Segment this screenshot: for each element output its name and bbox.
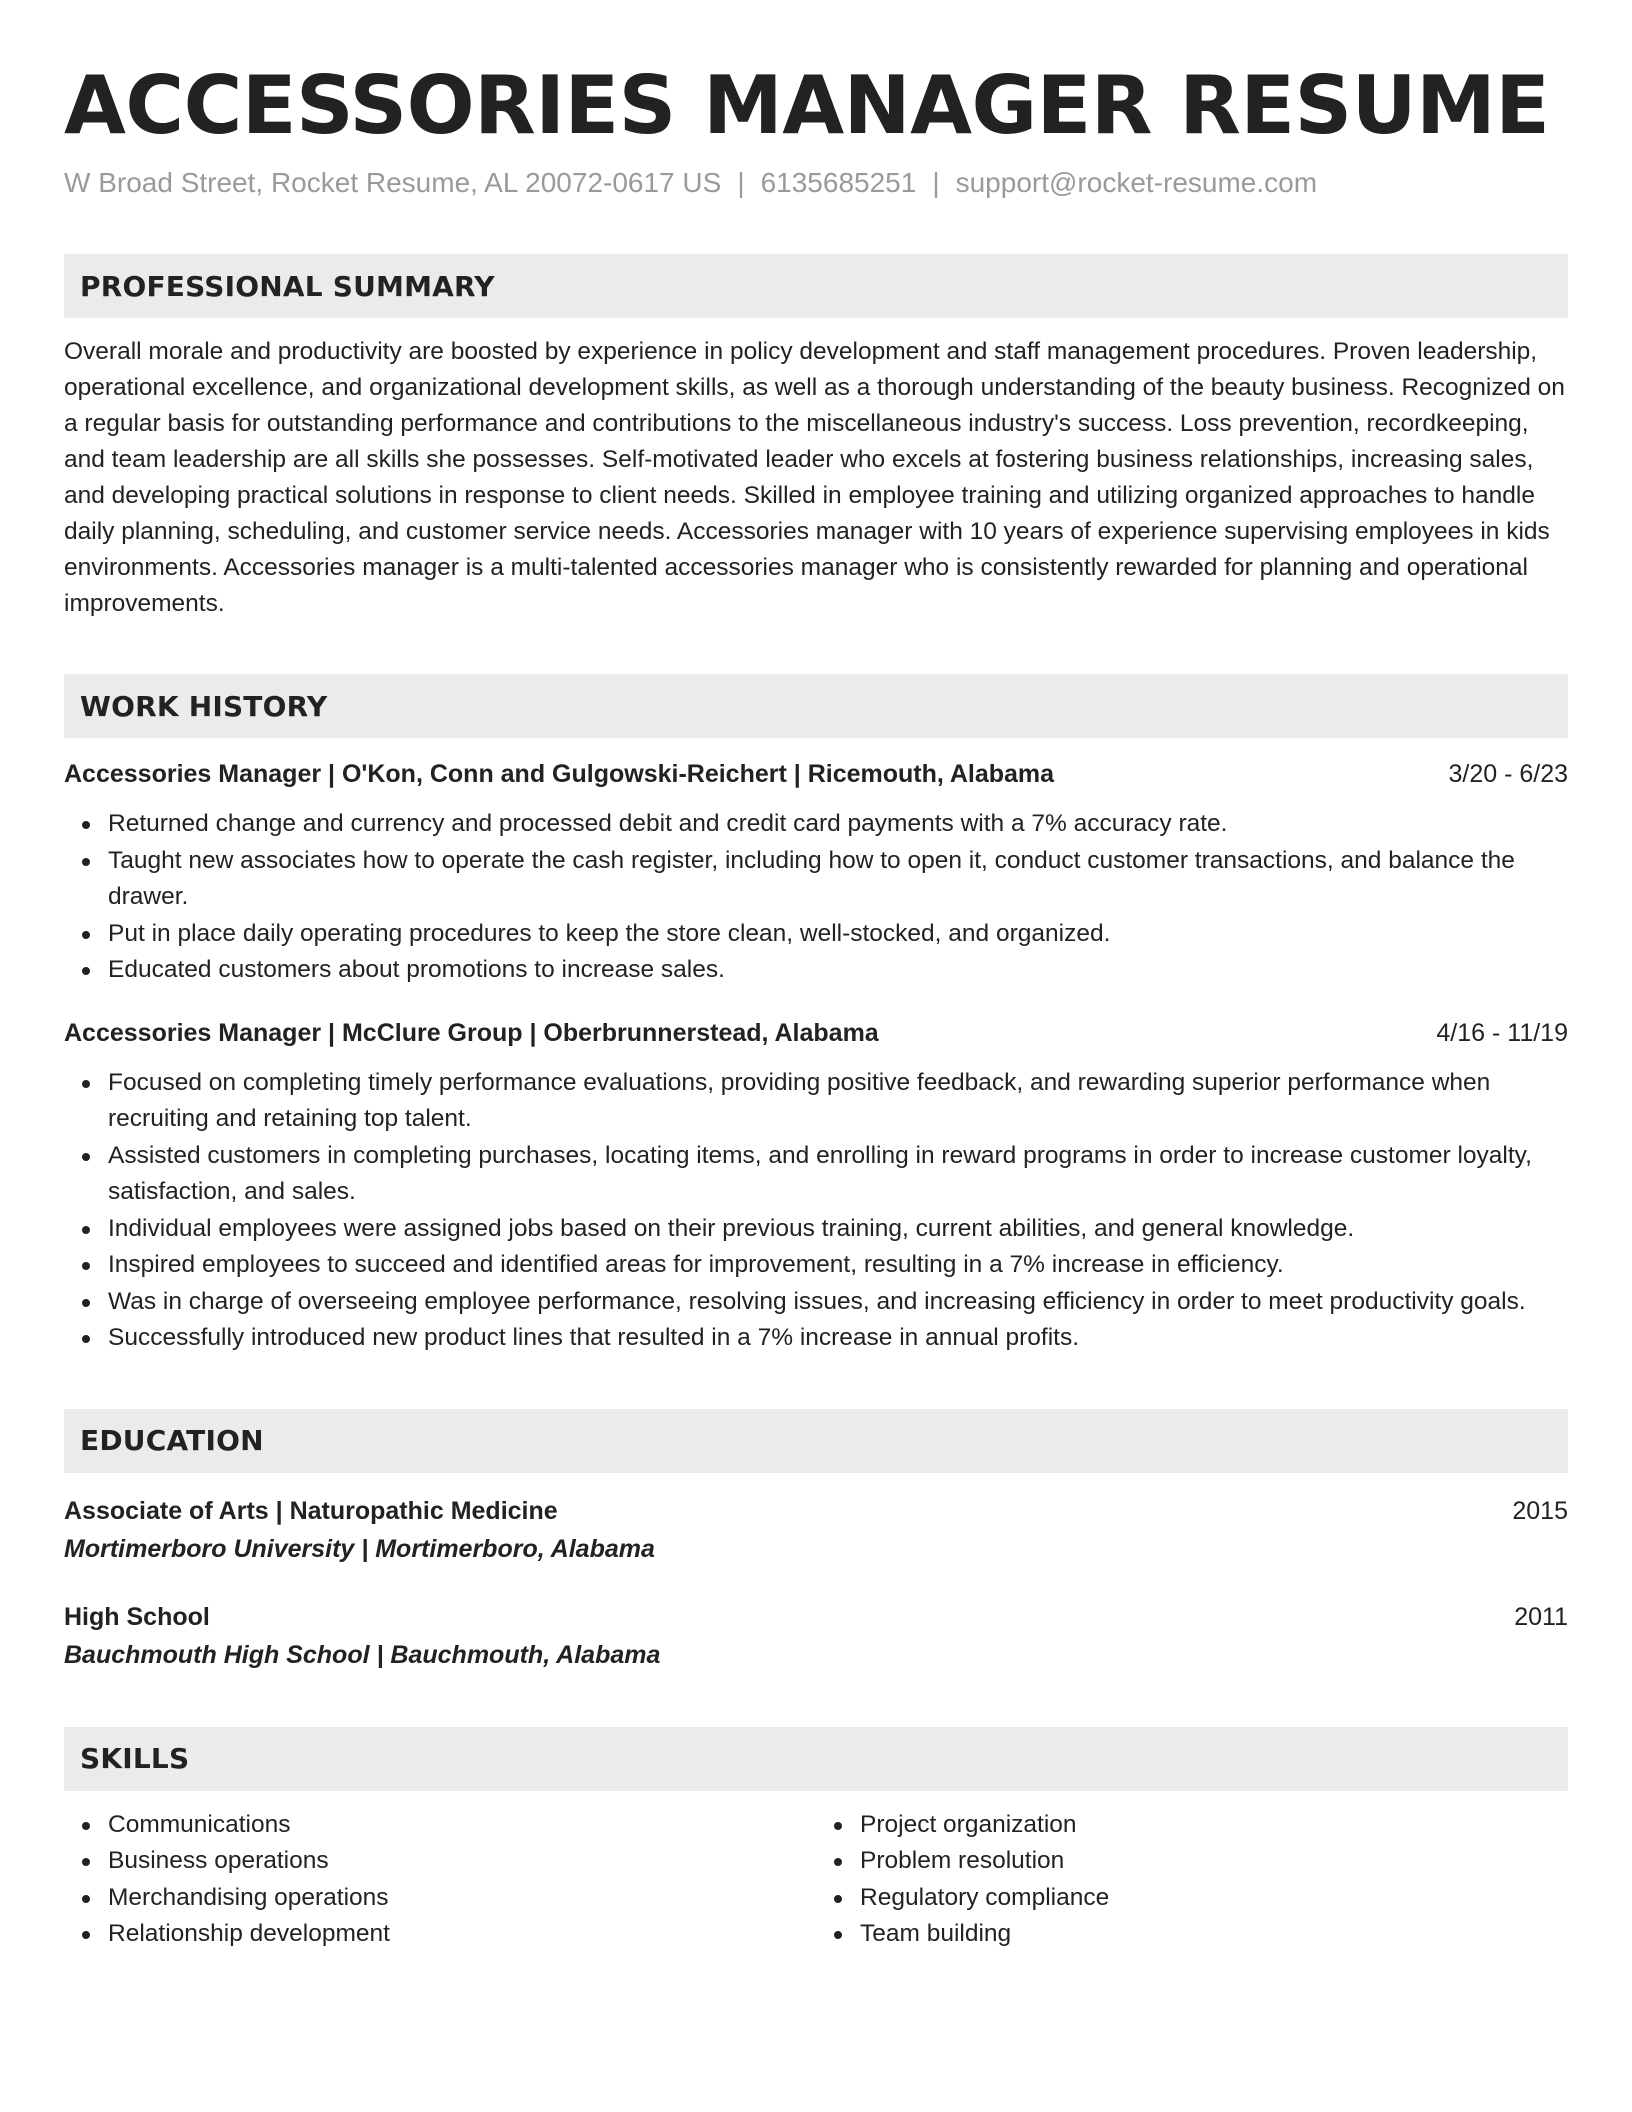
job-title-line: Accessories Manager | McClure Group | Oberbrunnerstead, Alabama (64, 1018, 879, 1047)
contact-address: W Broad Street, Rocket Resume, AL 20072-0617 US (64, 167, 722, 198)
job-header (64, 1015, 1568, 1051)
job-bullet: Inspired employees to succeed and identified areas for improvement, resulting in a 7% increase in efficiency. (108, 1247, 1568, 1284)
job-bullets (64, 806, 1568, 989)
skill-item: Merchandising operations (108, 1880, 816, 1917)
education-entry (64, 1599, 1568, 1675)
job-bullet: Individual employees were assigned jobs based on their previous training, current abilities, and general knowledge. (108, 1211, 1568, 1248)
contact-separator: | (932, 167, 940, 198)
job-entry (64, 1015, 1568, 1357)
job-dates: 3/20 - 6/23 (1448, 760, 1568, 788)
job-entry (64, 756, 1568, 989)
contact-phone: 6135685251 (760, 167, 917, 198)
skill-item: Problem resolution (860, 1843, 1568, 1880)
skill-item: Project organization (860, 1807, 1568, 1844)
contact-email: support@rocket-resume.com (955, 167, 1318, 198)
education-heading: EDUCATION (64, 1409, 1568, 1473)
education-header (64, 1493, 1568, 1529)
education-school: Mortimerboro University | Mortimerboro, Alabama (64, 1534, 655, 1563)
work-history-section (64, 674, 1568, 1357)
education-year: 2011 (1514, 1602, 1568, 1631)
skills-heading: SKILLS (64, 1727, 1568, 1791)
contact-line (64, 164, 1568, 202)
job-dates: 4/16 - 11/19 (1436, 1018, 1568, 1047)
skills-list (64, 1807, 816, 1953)
skills-column-right (816, 1807, 1568, 1953)
skill-item: Regulatory compliance (860, 1880, 1568, 1917)
summary-heading: PROFESSIONAL SUMMARY (64, 254, 1568, 318)
skill-item: Communications (108, 1807, 816, 1844)
job-bullets (64, 1065, 1568, 1357)
summary-text: Overall morale and productivity are boosted by experience in policy development and staff management procedures. Proven leadership, operational excellence, and organizational development skills, as well as a thorough understanding of the beauty business. Recognized on a regular basis for outstanding performance and contributions to the miscellaneous industry's success. Loss prevention, recordkeeping, and team leadership are all skills she possesses. Self-motivated leader who excels at fostering business relationships, increasing sales, and developing practical solutions in response to client needs. Skilled in employee training and utilizing organized approaches to handle daily planning, scheduling, and customer service needs. Accessories manager with 10 years of experience supervising employees in kids environments. Accessories manager is a multi-talented accessories manager who is consistently rewarded for planning and operational improvements. (64, 338, 1565, 617)
job-bullet: Put in place daily operating procedures to keep the store clean, well-stocked, and organized. (108, 916, 1568, 953)
work-history-heading: WORK HISTORY (64, 674, 1568, 738)
education-section (64, 1409, 1568, 1675)
skill-item: Relationship development (108, 1916, 816, 1953)
contact-separator: | (737, 167, 745, 198)
skills-column-left (64, 1807, 816, 1953)
skills-list (816, 1807, 1568, 1953)
education-year: 2015 (1512, 1496, 1568, 1525)
summary-section (64, 254, 1568, 622)
job-bullet: Educated customers about promotions to increase sales. (108, 952, 1568, 989)
skill-item: Business operations (108, 1843, 816, 1880)
education-header (64, 1599, 1568, 1635)
job-bullet: Taught new associates how to operate the cash register, including how to open it, conduct customer transactions, and balance the drawer. (108, 843, 1568, 916)
job-bullet: Focused on completing timely performance evaluations, providing positive feedback, and rewarding superior performance when recruiting and retaining top talent. (108, 1065, 1568, 1138)
education-entry (64, 1493, 1568, 1569)
job-header (64, 756, 1568, 792)
skills-section (64, 1727, 1568, 1953)
job-bullet: Assisted customers in completing purchases, locating items, and enrolling in reward programs in order to increase customer loyalty, satisfaction, and sales. (108, 1138, 1568, 1211)
education-school: Bauchmouth High School | Bauchmouth, Alabama (64, 1640, 661, 1669)
job-bullet: Was in charge of overseeing employee performance, resolving issues, and increasing efficiency in order to meet productivity goals. (108, 1284, 1568, 1321)
education-degree: High School (64, 1602, 210, 1631)
job-bullet: Successfully introduced new product lines that resulted in a 7% increase in annual profits. (108, 1320, 1568, 1357)
resume-title: ACCESSORIES MANAGER RESUME (64, 59, 1550, 152)
job-bullet: Returned change and currency and processed debit and credit card payments with a 7% accuracy rate. (108, 806, 1568, 843)
education-degree: Associate of Arts | Naturopathic Medicine (64, 1496, 558, 1525)
job-title-line: Accessories Manager | O'Kon, Conn and Gulgowski-Reichert | Ricemouth, Alabama (64, 760, 1055, 788)
skills-grid (64, 1807, 1568, 1953)
skill-item: Team building (860, 1916, 1568, 1953)
